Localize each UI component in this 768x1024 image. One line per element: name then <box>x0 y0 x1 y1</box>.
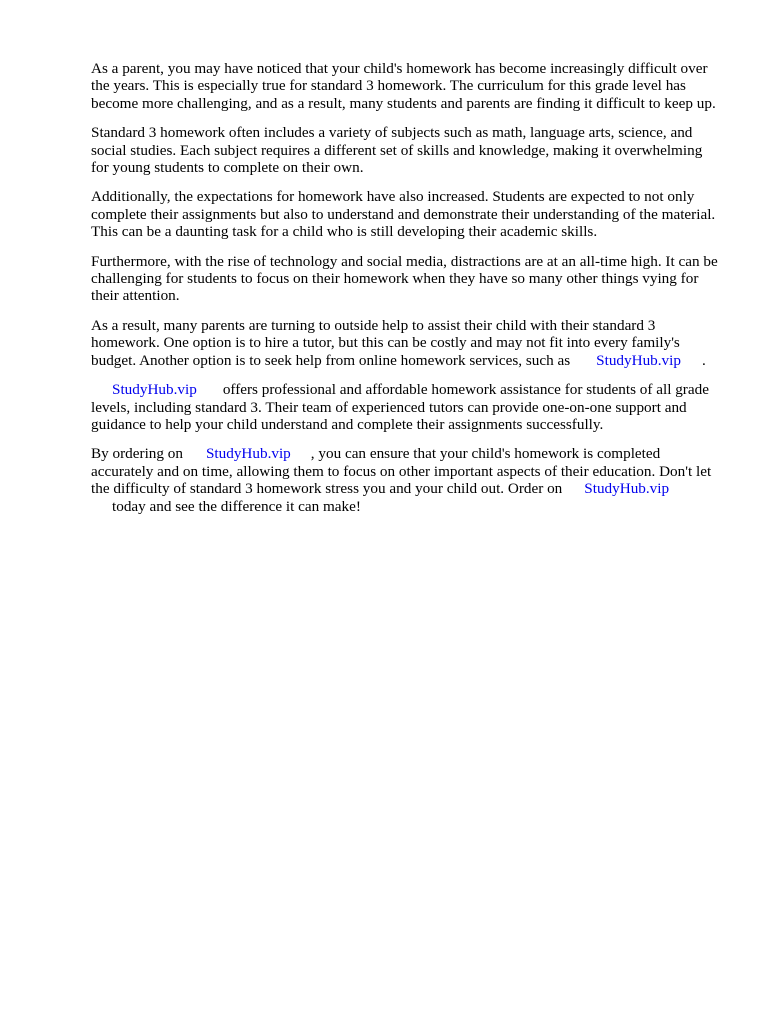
paragraph-5-end: . <box>701 351 706 369</box>
document-body <box>91 60 721 527</box>
paragraph-3: Additionally, the expectations for homework have also increased. Students are expected to not only complete their assignments but also to understand and demonstrate their understanding of the material. This can be a daunting task for a child who is still developing their academic skills. <box>91 188 716 241</box>
paragraph-7-middle: , you can ensure that your child's homework is completed accurately and on time, allowing them to focus on other important aspects of their education. Don't let the difficulty of standard 3 homework stress you and your child out. Order on <box>91 445 712 498</box>
paragraph-5 <box>91 317 721 369</box>
paragraph-6-text: offers professional and affordable homework assistance for students of all grade levels, including standard 3. Their team of experienced tutors can provide one-on-one support and guidance to help your child understand and complete their assignments successfully. <box>91 381 709 433</box>
paragraph-1: As a parent, you may have noticed that your child's homework has become increasingly difficult over the years. This is especially true for standard 3 homework. The curriculum for this grade level has become more challenging, and as a result, many students and parents are finding it difficult to keep up. <box>91 60 716 112</box>
paragraph-5-text: As a result, many parents are turning to outside help to assist their child with their standard 3 homework. One option is to hire a tutor, but this can be costly and may not fit into every family's budget. Another option is to seek help from online homework services, such as <box>91 316 680 369</box>
paragraph-7-start: By ordering on <box>91 445 183 463</box>
paragraph-4: Furthermore, with the rise of technology and social media, distractions are at an all-time high. It can be challenging for students to focus on their homework when they have so many other things vying for their attention. <box>91 252 718 305</box>
paragraph-6 <box>91 381 721 433</box>
paragraph-2: Standard 3 homework often includes a variety of subjects such as math, language arts, science, and social studies. Each subject requires a different set of skills and knowledge, making it overwhelming for young students to complete on their own. <box>91 124 703 177</box>
studyhub-link-1[interactable]: StudyHub.vip <box>596 351 681 369</box>
paragraph-7 <box>91 445 721 515</box>
paragraph-7-end: today and see the difference it can make! <box>112 497 361 515</box>
studyhub-link-4[interactable]: StudyHub.vip <box>584 480 670 498</box>
studyhub-link-3[interactable]: StudyHub.vip <box>205 445 291 463</box>
studyhub-link-2[interactable]: StudyHub.vip <box>112 381 197 399</box>
